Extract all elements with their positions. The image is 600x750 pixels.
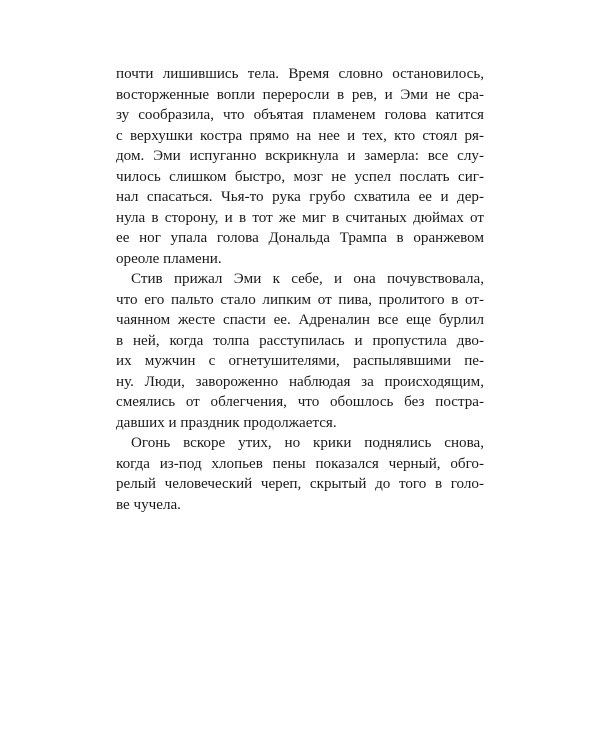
text-line: дом. Эми испуганно вскрикнула и замерла: все слу- — [116, 148, 484, 164]
text-line: ве чучела. — [116, 496, 181, 513]
text-line: Огонь вскоре утих, но крики поднялись снова, — [131, 435, 484, 451]
text-line: нал спасаться. Чья-то рука грубо схватила ее и дер- — [116, 189, 484, 205]
text-line: релый человеческий череп, скрытый до того в голо- — [116, 476, 484, 492]
text-line: чаянном жесте спасти ее. Адреналин все еще бурлил — [116, 312, 484, 328]
text-line: смеялись от облегчения, что обошлось без постра- — [116, 394, 484, 410]
paragraph-2 — [116, 269, 484, 433]
text-line: ну. Люди, завороженно наблюдая за происходящим, — [116, 373, 484, 390]
text-line: в ней, когда толпа расступилась и пропустила дво- — [116, 332, 484, 349]
text-line: давших и праздник продолжается. — [116, 414, 337, 431]
text-line: с верхушки костра прямо на нее и тех, кто стоял ря- — [116, 127, 484, 144]
text-line: их мужчин с огнетушителями, распылявшими пе- — [116, 353, 484, 369]
text-line: почти лишившись тела. Время словно остановилось, — [116, 66, 484, 82]
text-line: ее ног упала голова Дональда Трампа в оранжевом — [116, 230, 484, 246]
text-line: ореоле пламени. — [116, 250, 222, 267]
text-line: когда из-под хлопьев пены показался черный, обго- — [116, 455, 484, 472]
paragraph-1 — [116, 64, 484, 269]
body-text — [116, 64, 484, 515]
text-line: Стив прижал Эми к себе, и она почувствовала, — [131, 271, 484, 287]
text-line: что его пальто стало липким от пива, пролитого в от- — [116, 291, 484, 308]
paragraph-3 — [116, 433, 484, 515]
text-line: нула в сторону, и в тот же миг в считаных дюймах от — [116, 209, 484, 226]
text-line: восторженные вопли переросли в рев, и Эми не сра- — [116, 86, 484, 103]
text-line: чилось слишком быстро, мозг не успел послать сиг- — [116, 168, 484, 185]
text-line: зу сообразила, что объятая пламенем голова катится — [116, 107, 484, 123]
